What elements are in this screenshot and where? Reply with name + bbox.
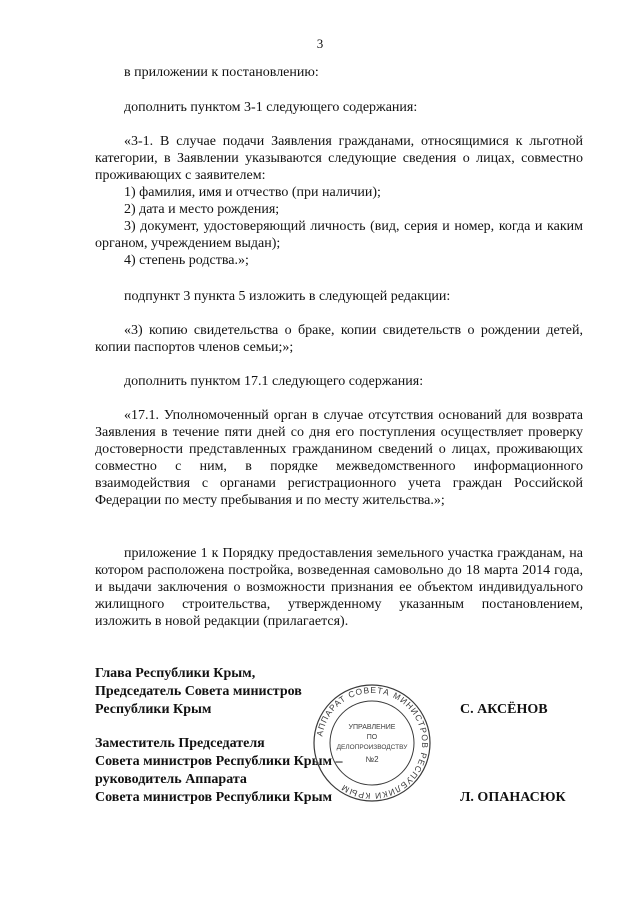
stamp-line: УПРАВЛЕНИЕ (348, 724, 396, 731)
paragraph-intro: в приложении к постановлению: (124, 65, 319, 80)
signature-title-line: Председатель Совета министров (95, 684, 302, 699)
stamp-line: ДЕЛОПРОИЗВОДСТВУ (336, 744, 408, 751)
svg-text:АППАРАТ СОВЕТА МИНИСТРОВ РЕСПУ (314, 685, 430, 801)
page-number: 3 (316, 36, 324, 51)
list-item: 4) степень родства.»; (124, 253, 249, 268)
signature-name-aksenov: С. АКСЁНОВ (460, 702, 548, 717)
paragraph-subpoint-3: подпункт 3 пункта 5 изложить в следующей редакции: (124, 289, 451, 304)
paragraph-add-3-1: дополнить пунктом 3-1 следующего содержания: (124, 100, 418, 115)
quote-3-1 (95, 133, 583, 269)
stamp-line: ПО (366, 734, 378, 741)
list-item: 3) документ, удостоверяющий личность (вид, серия и номер, когда и каким органом, учреждением выдан); (95, 219, 583, 251)
signature-name-opanasyuk: Л. ОПАНАСЮК (460, 790, 566, 805)
list-item: 2) дата и место рождения; (124, 202, 280, 217)
signature-title-line: Глава Республики Крым, (95, 666, 256, 681)
signature-title-line: руководитель Аппарата (95, 772, 247, 787)
signature-title-line: Совета министров Республики Крым (95, 790, 333, 805)
paragraph-add-17-1: дополнить пунктом 17.1 следующего содержания: (124, 374, 424, 389)
paragraph-appendix: приложение 1 к Порядку предоставления земельного участка гражданам, на котором расположена постройка, возведенная самовольно до 18 марта 2014 года, и выдачи заключения о возможности признания ее объектом индивидуального жилищного строительства, утвержденному указанным постановлением, изложить в новой редакции (прилагается). (95, 546, 583, 629)
official-stamp (311, 682, 433, 804)
quote-3: «3) копию свидетельства о браке, копии свидетельств о рождении детей, копии паспортов членов семьи;»; (95, 323, 583, 355)
quote-17-1: «17.1. Уполномоченный орган в случае отсутствия оснований для возврата Заявления в течение пяти дней со дня его поступления осуществляет проверку достоверности представленных гражданином сведений о лицах, проживающих совместно с ним, в порядке межведомственного информационного взаимодействия с органами регистрационного учета граждан Российской Федерации по месту пребывания и по месту жительства.»; (95, 408, 583, 508)
signature-block-deputy (95, 735, 343, 807)
list-item: 1) фамилия, имя и отчество (при наличии); (124, 185, 381, 200)
stamp-outer-text: АППАРАТ СОВЕТА МИНИСТРОВ РЕСПУБЛИКИ КРЫМ (314, 684, 431, 802)
signature-block-head (95, 665, 302, 719)
stamp-line: №2 (365, 755, 379, 764)
quote-3-1-lead: «3-1. В случае подачи Заявления гражданами, относящимися к льготной категории, в Заявлении указываются следующие сведения о лицах, совместно проживающих с заявителем: (95, 134, 583, 183)
signature-title-line: Республики Крым (95, 702, 212, 717)
signature-title-line: Совета министров Республики Крым – (95, 754, 343, 769)
signature-title-line: Заместитель Председателя (95, 736, 265, 751)
